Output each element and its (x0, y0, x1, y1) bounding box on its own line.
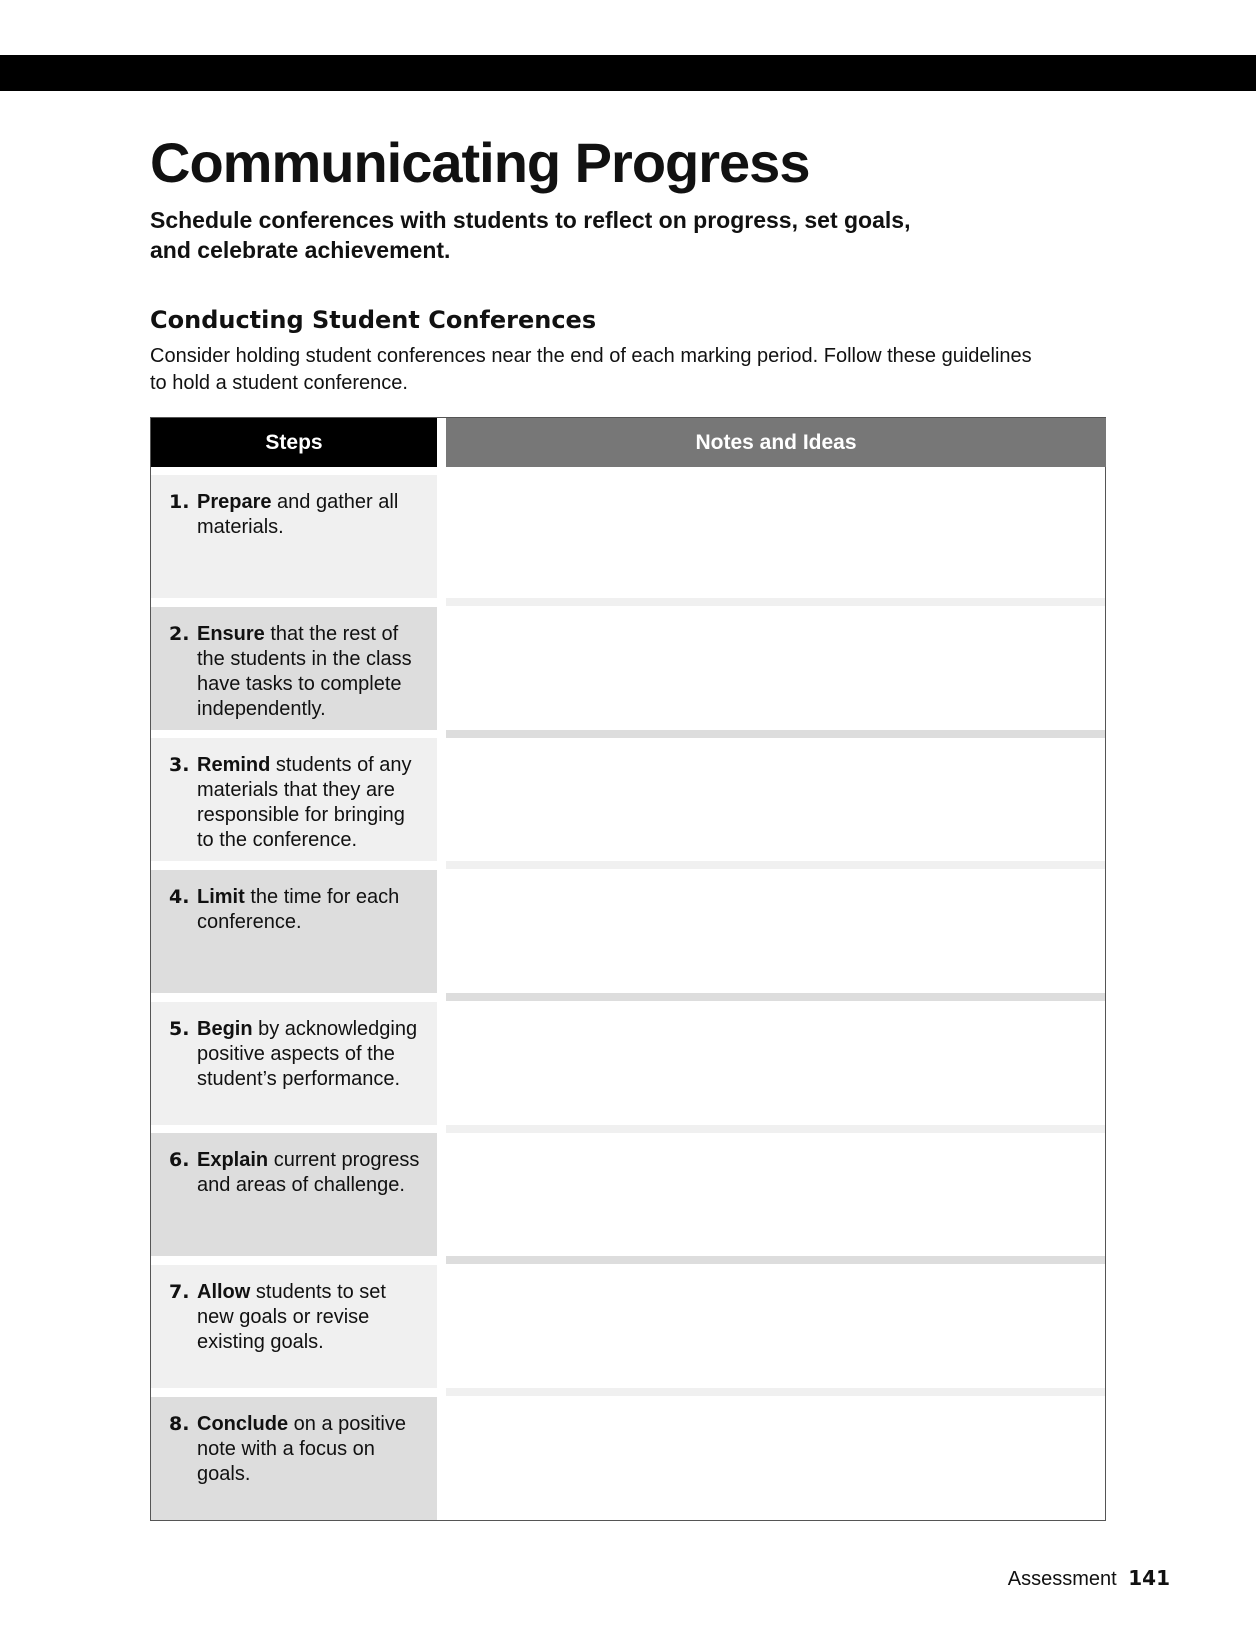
intro-line-2: to hold a student conference. (150, 372, 408, 394)
table-row (151, 1002, 1105, 1134)
top-banner-bar (0, 55, 1256, 91)
step-number: 7. (169, 1281, 190, 1304)
step-number: 2. (169, 622, 190, 645)
page-title: Communicating Progress (150, 131, 810, 194)
step-keyword: Remind (197, 754, 271, 777)
notes-cell[interactable] (446, 607, 1105, 738)
step-text (197, 1148, 425, 1256)
step-cell (151, 607, 437, 730)
notes-cell[interactable] (446, 475, 1105, 606)
footer-section-label: Assessment (1007, 1568, 1117, 1590)
step-description: and gather all materials. (197, 491, 399, 538)
step-description: by acknowledging positive aspects of the student’s performance. (197, 1017, 418, 1090)
table-row (151, 870, 1105, 1002)
step-cell (151, 738, 437, 861)
step-number: 8. (169, 1412, 190, 1435)
table-row (151, 738, 1105, 870)
table-row (151, 1397, 1105, 1529)
step-number: 6. (169, 1149, 190, 1172)
notes-cell[interactable] (446, 1002, 1105, 1133)
notes-column-header: Notes and Ideas (446, 418, 1106, 467)
table-row (151, 607, 1105, 739)
intro-line-1: Consider holding student conferences near the end of each marking period. Follow these guidelines (150, 345, 1032, 367)
conference-steps-table (150, 417, 1106, 1521)
step-keyword: Begin (197, 1017, 253, 1040)
page-number: 141 (1128, 1566, 1170, 1590)
step-keyword: Allow (197, 1281, 251, 1304)
table-body (151, 475, 1105, 1529)
notes-cell[interactable] (446, 1265, 1105, 1396)
step-text (197, 490, 425, 598)
step-keyword: Limit (197, 886, 245, 909)
step-keyword: Prepare (197, 491, 272, 513)
step-keyword: Conclude (197, 1412, 289, 1435)
step-description: on a positive note with a focus on goals. (197, 1412, 406, 1485)
step-cell (151, 1397, 437, 1520)
step-text (197, 622, 425, 730)
table-row (151, 1133, 1105, 1265)
step-text (197, 885, 425, 993)
page-footer (1008, 1565, 1170, 1592)
step-cell (151, 1002, 437, 1125)
step-number: 1. (169, 491, 190, 513)
table-row (151, 475, 1105, 607)
step-cell (151, 1133, 437, 1256)
step-description: that the rest of the students in the class have tasks to complete independently. (197, 622, 412, 720)
step-number: 5. (169, 1017, 190, 1040)
subtitle-line-2: and celebrate achievement. (150, 237, 451, 263)
step-number: 4. (169, 886, 190, 909)
step-description: current progress and areas of challenge. (197, 1149, 420, 1197)
step-description: students of any materials that they are responsible for bringing to the conference. (197, 754, 412, 852)
step-text (197, 1280, 425, 1388)
step-description: students to set new goals or revise existing goals. (197, 1281, 386, 1354)
steps-column-header: Steps (151, 418, 437, 467)
step-description: the time for each conference. (197, 886, 400, 934)
section-heading: Conducting Student Conferences (150, 306, 597, 334)
notes-cell[interactable] (446, 1133, 1105, 1264)
page-subtitle (150, 205, 950, 265)
table-row (151, 1265, 1105, 1397)
step-text (197, 753, 425, 861)
section-intro (150, 343, 1100, 397)
step-keyword: Explain (197, 1149, 269, 1172)
step-cell (151, 1265, 437, 1388)
step-text (197, 1017, 425, 1125)
step-cell (151, 475, 437, 598)
step-keyword: Ensure (197, 622, 265, 645)
notes-cell[interactable] (446, 870, 1105, 1001)
notes-cell[interactable] (446, 738, 1105, 869)
step-text (197, 1412, 425, 1520)
subtitle-line-1: Schedule conferences with students to reflect on progress, set goals, (150, 207, 911, 233)
notes-cell[interactable] (446, 1397, 1105, 1520)
step-number: 3. (169, 754, 190, 777)
step-cell (151, 870, 437, 993)
